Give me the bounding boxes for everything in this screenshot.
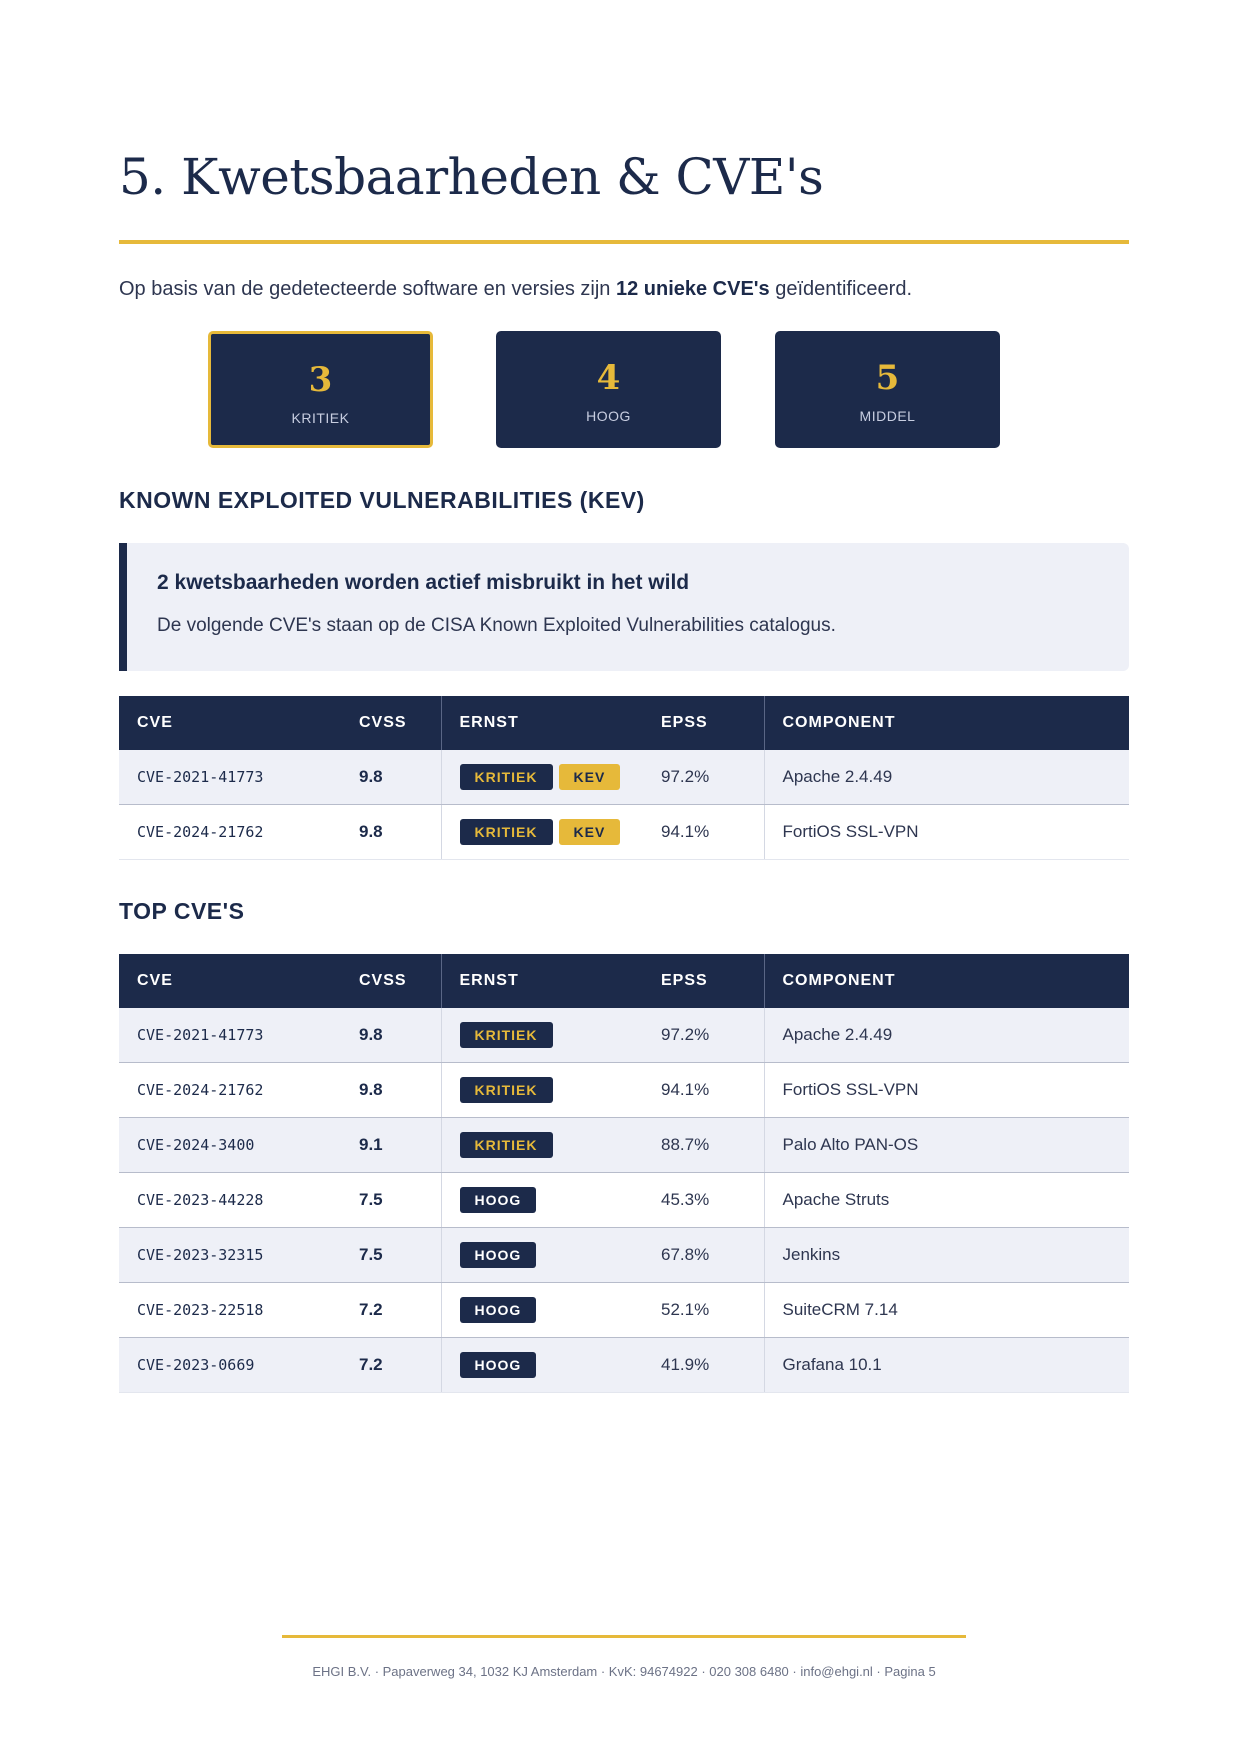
kev-heading: KNOWN EXPLOITED VULNERABILITIES (KEV) — [119, 487, 645, 513]
column-header-cvss: CVSS — [341, 696, 441, 750]
component-cell: Palo Alto PAN-OS — [764, 1118, 1129, 1173]
cvss-score: 7.5 — [359, 1190, 383, 1209]
table-row — [119, 1063, 1129, 1118]
column-header-component: COMPONENT — [764, 696, 1129, 750]
cvss-cell — [341, 1008, 441, 1063]
severity-badge: HOOG — [460, 1352, 537, 1378]
epss-cell: 97.2% — [643, 1008, 764, 1063]
cvss-cell — [341, 1173, 441, 1228]
table-row — [119, 1228, 1129, 1283]
epss-cell: 94.1% — [643, 805, 764, 860]
cve-id-cell — [119, 1008, 341, 1063]
component-cell: Grafana 10.1 — [764, 1338, 1129, 1393]
intro-text-after: geïdentificeerd. — [769, 278, 913, 300]
column-header-cvss: CVSS — [341, 954, 441, 1008]
component-cell: FortiOS SSL-VPN — [764, 805, 1129, 860]
cvss-cell — [341, 1228, 441, 1283]
epss-cell: 45.3% — [643, 1173, 764, 1228]
table-row — [119, 1008, 1129, 1063]
cve-id: CVE-2021-41773 — [137, 768, 264, 786]
cve-id: CVE-2024-21762 — [137, 1081, 264, 1099]
cvss-score: 7.2 — [359, 1300, 383, 1319]
cve-id-cell — [119, 1173, 341, 1228]
callout-title: 2 kwetsbaarheden worden actief misbruikt in het wild — [157, 571, 690, 594]
severity-badge: KRITIEK — [460, 819, 553, 845]
column-header-epss: EPSS — [643, 954, 764, 1008]
severity-cell — [441, 1173, 643, 1228]
callout-text: De volgende CVE's staan op de CISA Known Exploited Vulnerabilities catalogus. — [157, 615, 836, 636]
epss-cell: 94.1% — [643, 1063, 764, 1118]
cvss-cell — [341, 750, 441, 805]
severity-cell — [441, 805, 643, 860]
stat-value: 4 — [596, 358, 621, 398]
intro-cve-count: 12 unieke CVE's — [615, 278, 770, 300]
table-row — [119, 1338, 1129, 1393]
severity-badge: HOOG — [460, 1297, 537, 1323]
table-header-row — [119, 954, 1129, 1008]
cvss-score: 7.2 — [359, 1355, 383, 1374]
column-header-cve: CVE — [119, 696, 341, 750]
epss-cell: 67.8% — [643, 1228, 764, 1283]
severity-badge: HOOG — [460, 1187, 537, 1213]
stat-card-kritiek — [208, 331, 433, 448]
table-row — [119, 1283, 1129, 1338]
cve-id: CVE-2023-22518 — [137, 1301, 264, 1319]
stat-card-hoog — [496, 331, 721, 448]
cve-id-cell — [119, 750, 341, 805]
top-cves-heading: TOP CVE'S — [119, 898, 245, 924]
cve-id-cell — [119, 1063, 341, 1118]
severity-cell — [441, 1283, 643, 1338]
cve-id-cell — [119, 805, 341, 860]
footer-text: EHGI B.V. · Papaverweg 34, 1032 KJ Amsterdam · KvK: 94674922 · 020 308 6480 · info@ehgi.nl · Pagina 5 — [312, 1664, 936, 1679]
severity-badge: KRITIEK — [460, 1132, 553, 1158]
stat-label: HOOG — [586, 408, 631, 424]
component-cell: Jenkins — [764, 1228, 1129, 1283]
column-header-ernst: ERNST — [441, 954, 643, 1008]
severity-badge: KRITIEK — [460, 764, 553, 790]
cvss-cell — [341, 1118, 441, 1173]
top-cves-table — [119, 954, 1129, 1393]
cve-id-cell — [119, 1338, 341, 1393]
cvss-cell — [341, 805, 441, 860]
severity-cell — [441, 1063, 643, 1118]
component-cell: FortiOS SSL-VPN — [764, 1063, 1129, 1118]
stat-label: MIDDEL — [859, 408, 916, 424]
stat-value: 5 — [875, 358, 900, 398]
component-cell: Apache 2.4.49 — [764, 750, 1129, 805]
epss-cell: 52.1% — [643, 1283, 764, 1338]
cve-id-cell — [119, 1228, 341, 1283]
component-cell: Apache Struts — [764, 1173, 1129, 1228]
severity-cell — [441, 1008, 643, 1063]
epss-cell: 88.7% — [643, 1118, 764, 1173]
severity-cell — [441, 750, 643, 805]
stat-value: 3 — [308, 360, 333, 400]
cvss-score: 9.8 — [359, 767, 383, 786]
cve-id: CVE-2023-0669 — [137, 1356, 255, 1374]
kev-badge: KEV — [559, 764, 621, 790]
kev-callout — [119, 543, 1129, 671]
cvss-score: 9.8 — [359, 1025, 383, 1044]
table-header-row — [119, 696, 1129, 750]
severity-badge: KRITIEK — [460, 1077, 553, 1103]
column-header-epss: EPSS — [643, 696, 764, 750]
cvss-cell — [341, 1063, 441, 1118]
footer-divider — [282, 1635, 966, 1638]
kev-table — [119, 696, 1129, 860]
cvss-cell — [341, 1283, 441, 1338]
cve-id: CVE-2024-21762 — [137, 823, 264, 841]
table-row — [119, 1173, 1129, 1228]
cve-id-cell — [119, 1283, 341, 1338]
cvss-cell — [341, 1338, 441, 1393]
cve-id: CVE-2023-44228 — [137, 1191, 264, 1209]
intro-paragraph — [119, 278, 912, 301]
severity-cell — [441, 1228, 643, 1283]
table-row — [119, 805, 1129, 860]
cve-id-cell — [119, 1118, 341, 1173]
stat-label: KRITIEK — [291, 410, 350, 426]
cvss-score: 9.8 — [359, 822, 383, 841]
kev-badge: KEV — [559, 819, 621, 845]
component-cell: Apache 2.4.49 — [764, 1008, 1129, 1063]
severity-badge: KRITIEK — [460, 1022, 553, 1048]
cve-id: CVE-2024-3400 — [137, 1136, 255, 1154]
table-row — [119, 750, 1129, 805]
column-header-ernst: ERNST — [441, 696, 643, 750]
page-title: 5. Kwetsbaarheden & CVE's — [119, 148, 824, 206]
cve-id: CVE-2023-32315 — [137, 1246, 264, 1264]
severity-cell — [441, 1118, 643, 1173]
column-header-cve: CVE — [119, 954, 341, 1008]
title-divider — [119, 240, 1129, 244]
table-row — [119, 1118, 1129, 1173]
epss-cell: 41.9% — [643, 1338, 764, 1393]
epss-cell: 97.2% — [643, 750, 764, 805]
cvss-score: 9.8 — [359, 1080, 383, 1099]
cvss-score: 9.1 — [359, 1135, 383, 1154]
column-header-component: COMPONENT — [764, 954, 1129, 1008]
stat-card-middel — [775, 331, 1000, 448]
cvss-score: 7.5 — [359, 1245, 383, 1264]
cve-id: CVE-2021-41773 — [137, 1026, 264, 1044]
component-cell: SuiteCRM 7.14 — [764, 1283, 1129, 1338]
severity-cell — [441, 1338, 643, 1393]
severity-badge: HOOG — [460, 1242, 537, 1268]
intro-text-before: Op basis van de gedetecteerde software en versies zijn — [119, 278, 616, 300]
